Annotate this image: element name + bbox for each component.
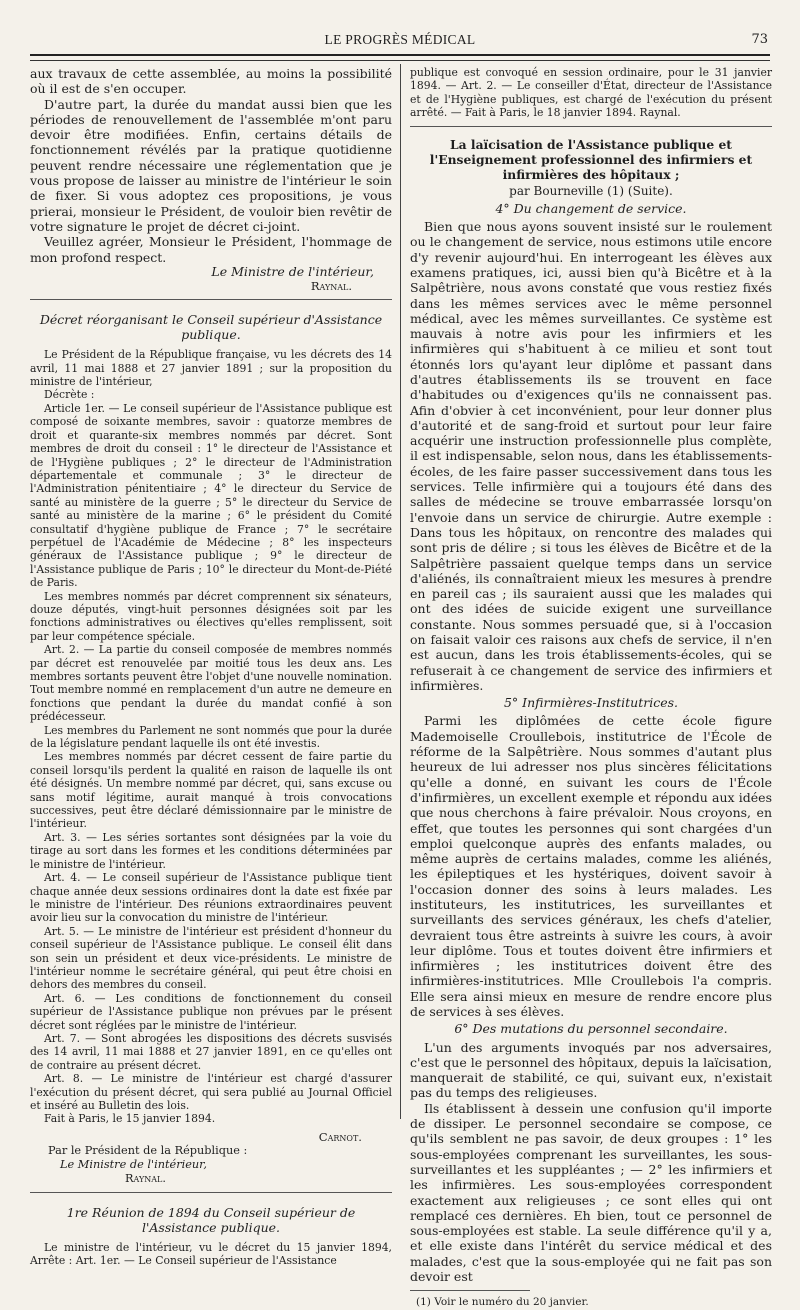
paragraph: publique est convoqué en session ordinaire, pour le 31 janvier 1894. — Art. 2. — Le conseiller d'État, directeur de l'Assistance et de l'Hygiène publiques, est chargé de l'exécution du présent arrêté. — Fait à Paris, le 18 janvier 1894. Raynal. <box>410 66 772 120</box>
article-title: La laïcisation de l'Assistance publique et l'Enseignement professionnel des infirmiers et infirmières des hôpitaux ; <box>429 136 753 182</box>
subheading: 5° Infirmières-Institutrices. <box>503 695 679 711</box>
by-president: Par le Président de la République : <box>48 1144 248 1158</box>
article: Art. 7. — Sont abrogées les dispositions des décrets susvisés des 14 avril, 11 mai 1888 et 27 janvier 1891, en ce qu'elles ont de contraire au présent décret. <box>30 1031 392 1072</box>
paragraph: Parmi les diplômées de cette école figure Mademoiselle Croullebois, institutrice de l'École de réforme de la Salpêtrière. Nous sommes d'autant plus heureux de lui adresser nos plus sincères félicitations qu'elle a donné, en suivant les cours de l'École d'infirmières, un excellent exemple et répondu aux idées que nous cherchons à faire prévaloir. Nous croyons, en effet, que toutes les personnes qui sont chargées d'un emploi quelconque auprès des enfants malades, ou même auprès de certains malades, comme les aliénés, les épileptiques et les hystériques, doivent savoir à l'occasion donner des soins à leurs malades. Les instituteurs, les institutrices, les surveillantes et surveillants des services généraux, les chefs d'atelier, devraient tous être astreints à suivre les cours, à avoir leur diplôme. Tous et toutes doivent être infirmiers et infirmières ; les institutrices doivent être des infirmières-institutrices. Mlle Croullebois l'a compris. Elle sera ainsi mieux en mesure de rendre encore plus de services à ses élèves. <box>410 713 772 1020</box>
article-author: par Bourneville (1) (Suite). <box>509 183 673 198</box>
article: Art. 2. — La partie du conseil composée de membres nommés par décret est renouvelée par moitié tous les deux ans. Les membres sortants peuvent être l'objet d'une nouvelle nomination. Tout membre nommé en remplacement d'un autre ne demeure en fonctions que pendant la durée du mandat confié à son prédécesseur. <box>30 643 392 724</box>
paragraph: Décrète : <box>44 388 95 402</box>
subheading: 6° Des mutations du personnel secondaire. <box>454 1021 728 1037</box>
article: Les membres nommés par décret comprennent six sénateurs, douze députés, vingt-huit personnes désignées soit par les fonctions administratives ou électives qu'elles remplissent, soit par leur compétence spéciale. <box>30 589 392 643</box>
reunion-title: 1re Réunion de 1894 du Conseil supérieur de l'Assistance publique. <box>66 1205 356 1236</box>
signature-role: Le Ministre de l'intérieur, <box>211 263 374 279</box>
by-minister: Le Ministre de l'intérieur, <box>60 1158 207 1172</box>
article: Art. 4. — Le conseil supérieur de l'Assistance publique tient chaque année deux sessions ordinaires dont la date est fixée par le ministre de l'intérieur. Des réunions extraordinaires peuvent avoir lieu sur la convocation du ministre de l'intérieur. <box>30 871 392 925</box>
journal-title: LE PROGRÈS MÉDICAL <box>324 32 476 47</box>
header-rule-thick <box>30 54 770 56</box>
footnote-rule <box>410 1290 530 1291</box>
paragraph: Ils établissent à dessein une confusion qu'il importe de dissiper. Le personnel secondaire se compose, ce qu'ils semblent ne pas savoir, de deux groupes : 1° les sous-employées comprenant les surveillantes, les sous-surveillantes et les suppléantes ; — 2° les infirmiers et les infirmières. Les sous-employées correspondent exactement aux religieuses ; ce sont elles qui ont remplacé ces dernières. Eh bien, tout ce personnel de sous-employées est stable. La seule différence qu'il y a, et elle existe dans l'intérêt du service médical et des malades, c'est que la sous-employée qui ne fait pas son devoir est <box>410 1100 772 1285</box>
by-name: Raynal. <box>125 1172 166 1186</box>
article: Article 1er. — Le conseil supérieur de l'Assistance publique est composé de soixante membres, savoir : quatorze membres de droit et quarante-six membres nommés par décret. Sont membres de droit du conseil : 1° le directeur de l'Assistance et de l'Hygiène publiques ; 2° le directeur de l'Administration départementale et communale ; 3° le directeur de l'Administration pénitentiaire ; 4° le directeur du Service de santé au ministère de la guerre ; 5° le directeur du Service de santé au ministère de la marine ; 6° le président du Comité consultatif d'hygiène publique de France ; 7° le secrétaire perpétuel de l'Académie de Médecine ; 8° les inspecteurs généraux de l'Assistance publique ; 9° le directeur de l'Assistance publique de Paris ; 10° le directeur du Mont-de-Piété de Paris. <box>30 401 392 590</box>
paragraph: Le Président de la République française, vu les décrets des 14 avril, 11 mai 1888 et 27 janvier 1891 ; sur la proposition du ministre de l'intérieur, <box>30 348 392 389</box>
article: Les membres nommés par décret cessent de faire partie du conseil lorsqu'ils perdent la qualité en raison de laquelle ils ont été désignés. Un membre nommé par décret, qui, sans excuse ou sans motif légitime, aurait manqué à trois convocations successives, peut être déclaré démissionnaire par le ministre de l'intérieur. <box>30 750 392 831</box>
article: Art. 5. — Le ministre de l'intérieur est président d'honneur du conseil supérieur de l'Assistance publique. Le conseil élit dans son sein un président et deux vice-présidents. Le ministre de l'intérieur nomme le secrétaire général, qui peut être choisi en dehors des membres du conseil. <box>30 924 392 992</box>
signature-carnot: Carnot. <box>318 1129 362 1144</box>
paragraph: aux travaux de cette assemblée, au moins la possibilité où il est de s'en occuper. <box>30 66 392 97</box>
countersignature <box>30 1144 392 1186</box>
subheading: 4° Du changement de service. <box>495 200 687 216</box>
article: Les membres du Parlement ne sont nommés que pour la durée de la législature pendant laquelle ils ont été investis. <box>30 723 392 751</box>
article: Art. 8. — Le ministre de l'intérieur est chargé d'assurer l'exécution du présent décret, qui sera publié au Journal Officiel et inséré au Bulletin des lois. <box>30 1072 392 1113</box>
right-column <box>410 66 772 1309</box>
header-rule-thin <box>30 60 770 61</box>
paragraph: Le ministre de l'intérieur, vu le décret du 15 janvier 1894, Arrête : Art. 1er. — Le Conseil supérieur de l'Assistance <box>30 1241 392 1268</box>
footnote: (1) Voir le numéro du 20 janvier. <box>416 1296 589 1309</box>
page-number: 73 <box>751 32 768 47</box>
paragraph: Veuillez agréer, Monsieur le Président, l'hommage de mon profond respect. <box>30 234 392 265</box>
paragraph: D'autre part, la durée du mandat aussi bien que les périodes de renouvellement de l'assemblée m'ont paru devoir être modifiées. Enfin, certains détails de fonctionnement révélés par la pratique quotidienne peuvent rendre nécessaire une réglementation que je vous propose de laisser au ministre de l'intérieur le soin de fixer. Si vous adoptez ces propositions, je vous prierai, monsieur le Président, de vouloir bien revêtir de votre signature le projet de décret ci-joint. <box>30 96 392 234</box>
section-divider <box>410 126 772 127</box>
article: Art. 6. — Les conditions de fonctionnement du conseil supérieur de l'Assistance publique non prévues par le présent décret sont réglées par le ministre de l'intérieur. <box>30 991 392 1032</box>
signature-name: Raynal. <box>310 279 352 294</box>
page-header <box>30 32 770 54</box>
article: Art. 3. — Les séries sortantes sont désignées par la voie du tirage au sort dans les formes et les conditions déterminées par le ministre de l'intérieur. <box>30 830 392 871</box>
decree-title: Décret réorganisant le Conseil supérieur d'Assistance publique. <box>39 312 383 343</box>
left-column <box>30 66 392 1268</box>
section-divider <box>30 1192 392 1193</box>
decree-date: Fait à Paris, le 15 janvier 1894. <box>44 1112 216 1126</box>
paragraph: L'un des arguments invoqués par nos adversaires, c'est que le personnel des hôpitaux, depuis la laïcisation, manquerait de stabilité, ce qui, suivant eux, n'existait pas du temps des religieuses. <box>410 1039 772 1101</box>
column-separator <box>400 64 401 1119</box>
paragraph: Bien que nous ayons souvent insisté sur le roulement ou le changement de service, nous estimons utile encore d'y revenir aujourd'hui. En interrogeant les élèves aux examens pratiques, ici, aussi bien qu'à Bicêtre et à la Salpêtrière, nous avons constaté que vous restiez fixés dans les mêmes services avec le même personnel médical, avec les mêmes surveillantes. Ce système est mauvais à notre avis pour les infirmiers et les infirmières qui s'habituent à ce milieu et sont tout étonnés lors qu'ayant leur diplôme et passant dans d'autres établissements ils se trouvent en face d'habitudes ou d'exigences qu'ils ne connaissent pas. Afin d'obvier à cet inconvénient, pour leur donner plus d'autorité et de sang-froid et surtout pour leur faire acquérir une instruction professionnelle plus complète, il est indispensable, selon nous, dans les établissements-écoles, de les faire passer successivement dans tous les services. Telle infirmière qui a toujours été dans des salles de médecine se trouve embarrassée lorsqu'on l'envoie dans un service de chirurgie. Autre exemple : Dans tous les hôpitaux, on rencontre des malades qui sont pris de délire ; si tous les élèves de Bicêtre et de la Salpêtrière passaient quelque temps dans un service d'aliénés, ils connaîtraient mieux les mesures à prendre en pareil cas ; ils sauraient aussi que les malades qui ont des idées de suicide exigent une surveillance constante. Nous sommes persuadé que, si à l'occasion on faisait valoir ces raisons aux chefs de service, il n'en est aucun, dans les trois établissements-écoles, qui se refuserait à ce changement de service des infirmiers et infirmières. <box>410 219 772 693</box>
section-divider <box>30 299 392 300</box>
